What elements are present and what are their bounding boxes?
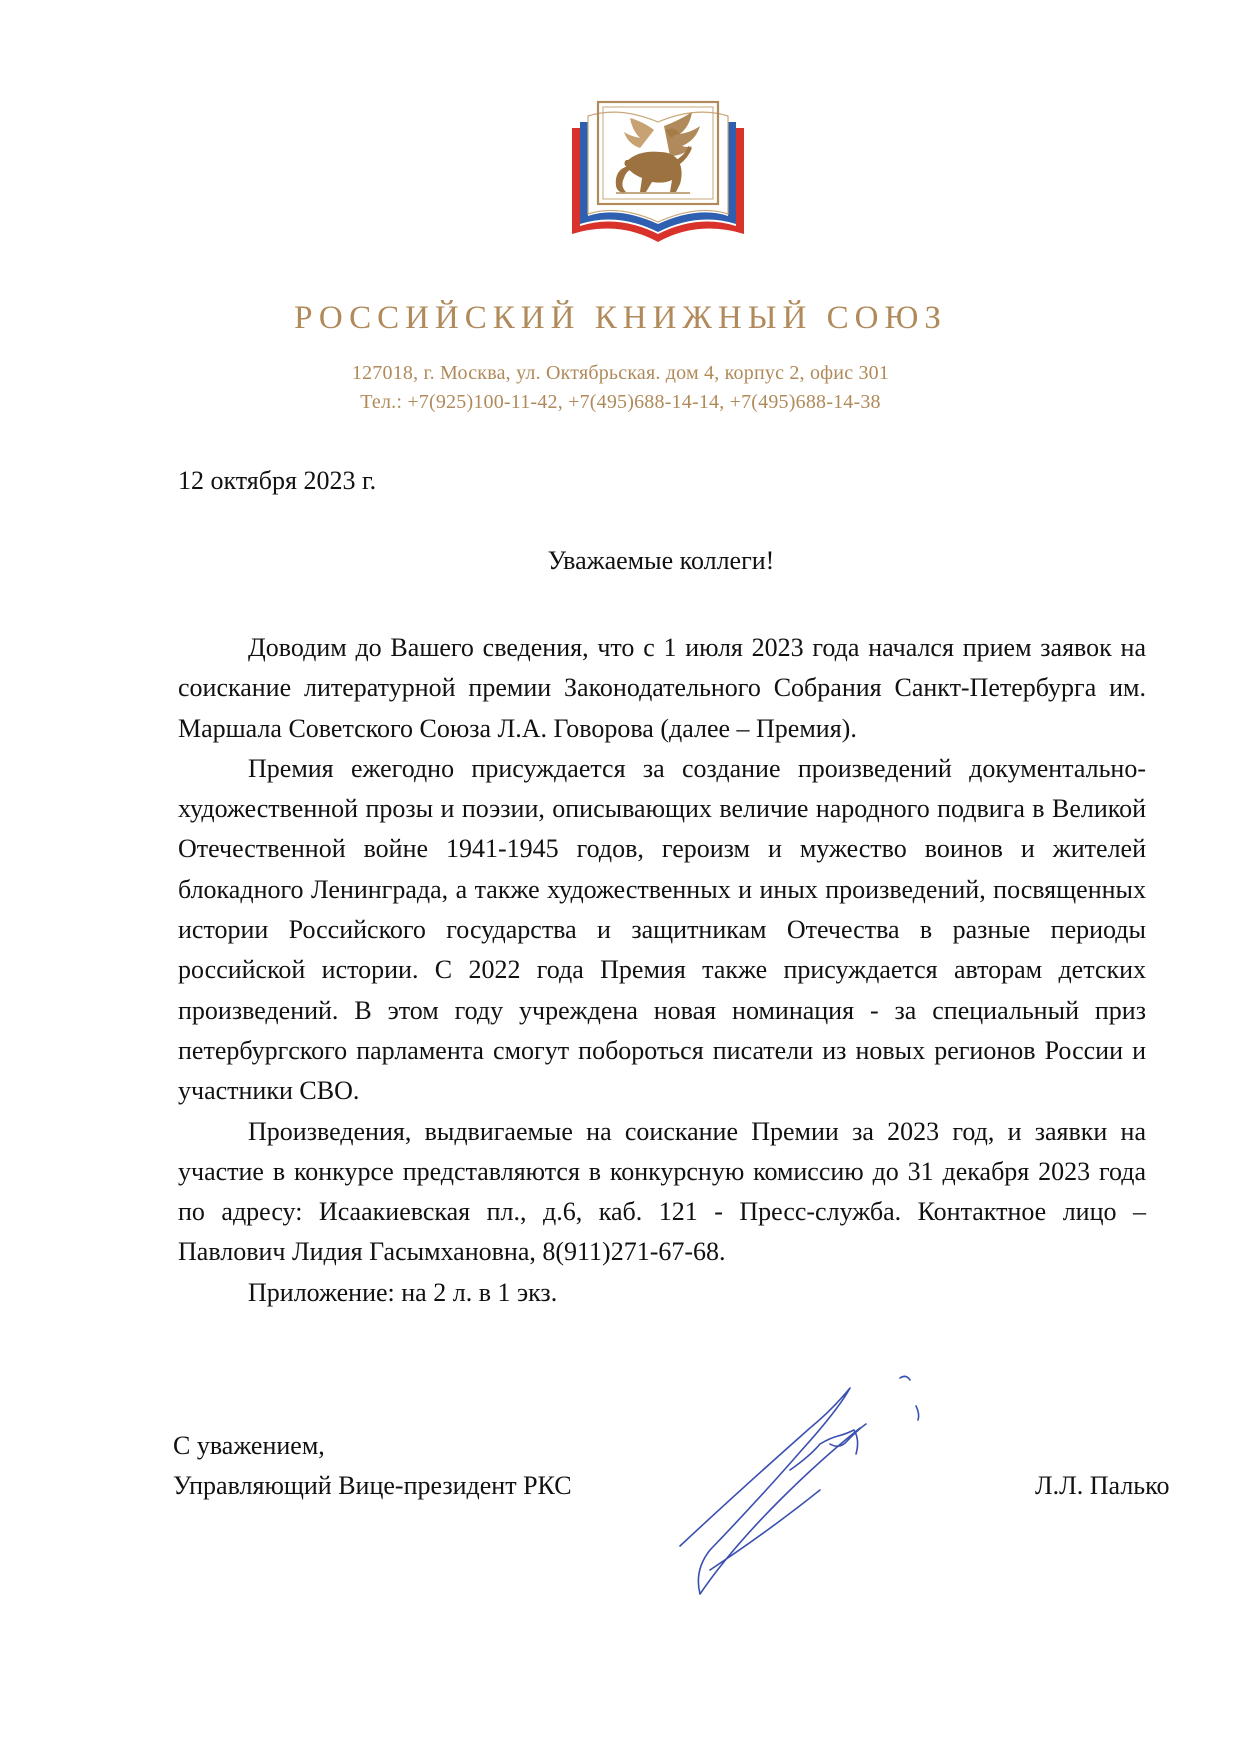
letter-date: 12 октября 2023 г. (178, 466, 377, 495)
closing-phrase: С уважением, (173, 1431, 325, 1460)
signer-title: Управляющий Вице-президент РКС (173, 1471, 572, 1500)
attachment-note: Приложение: на 2 л. в 1 экз. (248, 1277, 558, 1307)
salutation: Уважаемые коллеги! (547, 546, 775, 575)
paragraph: Доводим до Вашего сведения, что с 1 июля 2023 года начался прием заявок на соискание литературной премии Законодательного Собрания Санкт-Петербурга им. Маршала Советского Союза Л.А. Говорова (далее – Премия). (178, 633, 1146, 743)
organization-phones: Тел.: +7(925)100-11-42, +7(495)688-14-14, +7(495)688-14-38 (360, 391, 881, 413)
organization-address: 127018, г. Москва, ул. Октябрьская. дом 4, корпус 2, офис 301 (351, 362, 890, 384)
handwritten-signature (670, 1370, 950, 1610)
closing-block (173, 1426, 572, 1506)
griffin-book-logo-icon (568, 100, 748, 252)
signer-name: Л.Л. Палько (1035, 1471, 1170, 1500)
letter-body (178, 628, 1146, 1313)
paragraph: Произведения, выдвигаемые на соискание Премии за 2023 год, и заявки на участие в конкурсе представляются в конкурсную комиссию до 31 декабря 2023 года по адресу: Исаакиевская пл., д.6, каб. 121 - Пресс-служба. Контактное лицо – Павлович Лидия Гасымхановна, 8(911)271-67-68. (178, 1116, 1146, 1267)
paragraph: Премия ежегодно присуждается за создание произведений документально-художественной прозы и поэзии, описывающих величие народного подвига в Великой Отечественной войне 1941-1945 годов, героизм и мужество воинов и жителей блокадного Ленинграда, а также художественных и иных произведений, посвященных истории Российского государства и защитникам Отечества в разные периоды российской истории. С 2022 года Премия также присуждается авторам детских произведений. В этом году учреждена новая номинация - за специальный приз петербургского парламента смогут побороться писатели из новых регионов России и участники СВО. (178, 753, 1146, 1106)
organization-name: РОССИЙСКИЙ КНИЖНЫЙ СОЮЗ (294, 300, 947, 336)
